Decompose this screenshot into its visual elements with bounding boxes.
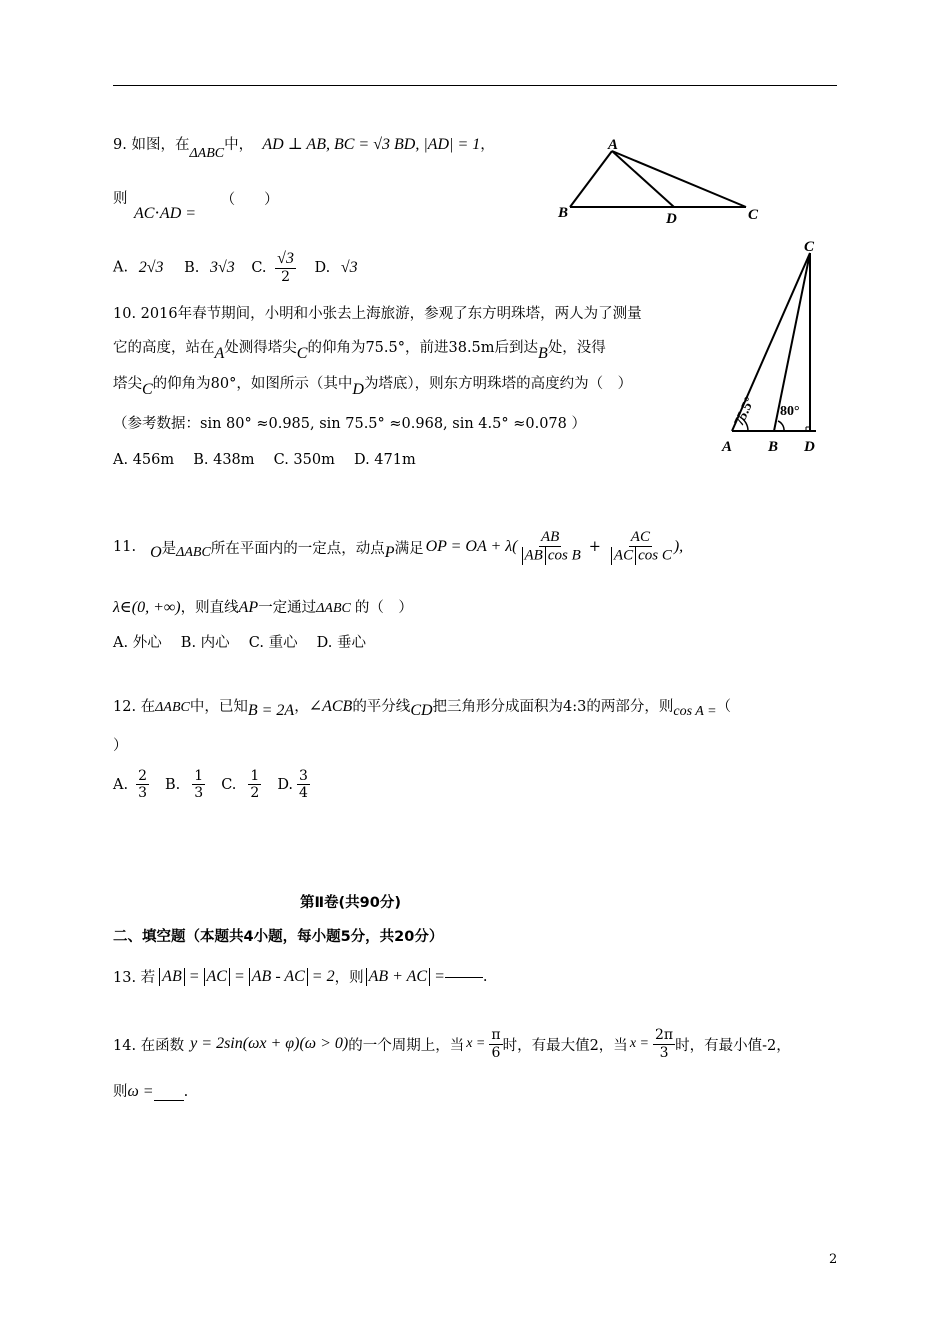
q10-point-c: C	[296, 345, 308, 362]
section-heading: 二、填空题（本题共4小题，每小题5分，共20分）	[113, 929, 444, 945]
q12-opt-b-den: 3	[194, 785, 204, 802]
q11-f2-num: AC	[629, 529, 652, 547]
q14-line1	[113, 1018, 791, 1070]
q10-fig-label-a: A	[722, 439, 733, 455]
q11-point-p: P	[384, 544, 395, 561]
header-rule	[113, 85, 837, 86]
q12-cos: cos A =	[673, 704, 717, 719]
q12-text: 的平分线	[352, 699, 411, 715]
q14-text: 时，有最大值2，当	[502, 1037, 628, 1054]
q12-opt-d-num: 3	[299, 768, 308, 784]
q9-line1: 9. 如图，在ΔABC中， AD ⊥ AB, BC = √3 BD, |AD| = 1，	[113, 136, 495, 161]
q10-fig-label-b: B	[768, 439, 779, 455]
q13-answer-blank[interactable]	[445, 976, 483, 978]
q10-text: 处，没得	[547, 340, 606, 356]
q11-close: ),	[673, 538, 684, 555]
q12-opt-a-label: A.	[113, 776, 129, 793]
q11-point-o: O	[150, 544, 162, 561]
q13-text: ，则	[334, 970, 364, 986]
q9-opt-d: √3	[340, 258, 358, 276]
q12-opt-a-den: 3	[138, 785, 148, 802]
q12-bisector: CD	[410, 702, 433, 719]
q14-text: 的一个周期上，当	[348, 1037, 465, 1054]
q10-fig-label-c: C	[804, 239, 815, 255]
q11-text: 所在平面内的一定点，动点	[210, 540, 385, 557]
q11-f1-den-cos: cos B	[547, 547, 581, 564]
q12-line1	[113, 695, 732, 719]
q14-f1-den: 6	[491, 1044, 501, 1061]
q11-f1-den	[518, 547, 583, 565]
q11-f1-num: AB	[539, 529, 561, 547]
q11-f2-den	[607, 547, 674, 565]
q9-edge-ac	[612, 151, 746, 207]
q11-plus: +	[588, 539, 601, 555]
q13-eq: =	[233, 967, 245, 985]
q14-f1-num: π	[491, 1027, 501, 1044]
q9-paren: （ ）	[220, 192, 279, 208]
q9-ze: 则	[113, 191, 128, 207]
q12-opt-c-num: 1	[250, 768, 260, 784]
q14-frac-2pi-3	[653, 1027, 675, 1060]
q11-triangle: ΔABC	[316, 601, 351, 616]
q12-text: ，	[294, 699, 309, 715]
q10-fig-label-d: D	[804, 439, 815, 455]
q13-text: 13. 若	[113, 970, 156, 986]
q13-eq: =	[434, 967, 445, 985]
q10-point-d: D	[352, 381, 364, 398]
q11-f1-den-ab: AB	[524, 547, 543, 564]
q14-answer-blank[interactable]	[154, 1099, 184, 1101]
q11-f2-den-cos: cos C	[638, 547, 672, 564]
q10-line2	[113, 336, 606, 362]
q11-triangle: ΔABC	[176, 545, 211, 560]
q13-eq: =	[188, 967, 200, 985]
q10-point-c: C	[142, 381, 153, 398]
q10-text: 塔尖	[113, 376, 142, 392]
q9-fig-label-d: D	[666, 211, 677, 227]
page-number: 2	[829, 1252, 838, 1267]
q9-fig-label-b: B	[558, 205, 569, 221]
q14-text: 则	[113, 1084, 128, 1100]
q12-opt-d	[297, 768, 310, 801]
q9-opt-c-den: 2	[281, 269, 290, 286]
q9-triangle: ΔABC	[189, 146, 225, 161]
q14-text: 14. 在函数	[113, 1037, 185, 1054]
q9-triangle-figure	[550, 135, 770, 230]
q11-line2	[113, 596, 413, 617]
q14-x2: x =	[629, 1036, 649, 1051]
q12-options	[113, 768, 310, 801]
q14-text: 时，有最小值-2，	[675, 1037, 791, 1054]
q9-opt-c-num: √3	[275, 250, 296, 269]
q12-text: 把三角形分成面积为4:3的两部分，则	[432, 699, 674, 715]
q13-ab-minus-ac: AB - AC	[251, 967, 305, 985]
q11-line1	[113, 519, 683, 575]
q10-text: 的仰角为80°，如图所示（其中	[152, 376, 353, 392]
q9-condition: AD ⊥ AB, BC = √3 BD, |AD| = 1	[262, 136, 481, 153]
q14-end: .	[183, 1084, 189, 1100]
q10-text: 它的高度，站在	[113, 340, 215, 356]
q11-text: ，则直线	[180, 600, 239, 616]
q11-lhs: OP = OA + λ(	[425, 538, 518, 555]
q10-point-b: B	[538, 345, 548, 362]
q9-opt-b: 3√3	[209, 258, 235, 276]
q12-triangle: ΔABC	[155, 700, 190, 715]
q9-opt-a: 2√3	[138, 258, 164, 276]
q9-opt-a-label: A.	[113, 259, 129, 276]
q12-opt-d-label: D.	[277, 776, 294, 793]
q9-fig-label-c: C	[748, 207, 759, 223]
q9-expression: AC⋅AD =	[134, 205, 197, 222]
q12-opt-c-label: C.	[221, 776, 237, 793]
q9-edge-ad	[612, 151, 674, 207]
q13-eq-two: = 2	[311, 967, 335, 985]
q9-expr	[134, 192, 279, 223]
q9-opt-b-label: B.	[184, 259, 200, 276]
q11-fraction-ab	[518, 529, 583, 565]
q10-text: 的仰角为75.5°，前进38.5m后到达	[307, 340, 539, 356]
q9-opt-c-label: C.	[251, 259, 267, 276]
q12-opt-b-label: B.	[165, 776, 181, 793]
q11-fraction-ac	[607, 529, 674, 565]
q13-ab: AB	[162, 967, 182, 985]
q12-opt-a-num: 2	[138, 768, 148, 784]
q12-close: ）	[113, 738, 128, 754]
q9-number: 9. 如图，在	[113, 137, 190, 153]
q10-text: 处测得塔尖	[224, 340, 297, 356]
q10-line3	[113, 372, 633, 398]
q13-ac: AC	[206, 967, 227, 985]
q11-text: 是	[161, 540, 177, 557]
q12-equation: B = 2A	[247, 702, 295, 719]
q10-reference: （参考数据：sin 80° ≈0.985, sin 75.5° ≈0.968, sin 4.5° ≈0.078 ）	[113, 416, 586, 432]
q14-function: y = 2sin(ωx + φ)(ω > 0)	[190, 1035, 349, 1052]
q11-text: 一定通过	[258, 600, 317, 616]
q14-x1: x =	[466, 1036, 486, 1051]
q12-opt-b-num: 1	[194, 768, 204, 784]
q9-opt-c	[275, 250, 296, 285]
q14-line2	[113, 1080, 188, 1101]
q14-frac-pi-6	[489, 1027, 502, 1060]
q10-tower-figure	[718, 235, 838, 457]
q10-angle-arc-b	[778, 421, 784, 431]
q10-options: A. 456m B. 438m C. 350m D. 471m	[113, 452, 416, 468]
q11-text: 的（ ）	[354, 600, 413, 616]
q10-text: 为塔底），则东方明珠塔的高度约为（ ）	[363, 376, 633, 392]
q11-number: 11.	[113, 539, 137, 555]
q13-line	[113, 966, 488, 987]
q12-opt-a	[136, 768, 149, 801]
q12-text: 中，已知	[189, 699, 248, 715]
q12-opt-b	[192, 768, 205, 801]
q11-f2-den-ac: AC	[613, 547, 634, 564]
q12-angle: ∠ACB	[308, 698, 353, 715]
q9-options	[113, 250, 358, 285]
q13-end: .	[482, 968, 488, 985]
q9-opt-d-label: D.	[314, 259, 331, 276]
q10-line1: 10. 2016年春节期间，小明和小张去上海旅游，参观了东方明珠塔，两人为了测量	[113, 306, 642, 322]
part2-title: 第Ⅱ卷(共90分)	[300, 895, 401, 911]
q10-fig-angle-80: 80°	[780, 404, 800, 419]
q11-lambda: λ∈(0, +∞)	[113, 599, 181, 616]
q12-opt-c-den: 2	[250, 785, 260, 802]
q14-f2-num: 2π	[654, 1027, 674, 1044]
q9-text: 中，	[224, 137, 254, 153]
q9-line2	[113, 187, 128, 208]
q12-text: （	[716, 699, 732, 715]
q11-text: 满足	[394, 540, 424, 557]
q14-omega: ω =	[127, 1083, 154, 1100]
q12-opt-c	[248, 768, 261, 801]
q13-ab-plus-ac: AB + AC	[368, 967, 428, 985]
q14-f2-den: 3	[659, 1044, 669, 1061]
q9-edge-ab	[570, 151, 612, 207]
q10-fig-angle-75: 75.5°	[731, 395, 758, 429]
q12-text: 12. 在	[113, 699, 156, 715]
q10-point-a: A	[214, 345, 225, 362]
q11-line-ap: AP	[238, 599, 259, 616]
q12-opt-d-den: 4	[299, 785, 308, 802]
q11-options: A. 外心 B. 内心 C. 重心 D. 垂心	[113, 635, 367, 651]
q9-fig-label-a: A	[608, 137, 619, 153]
